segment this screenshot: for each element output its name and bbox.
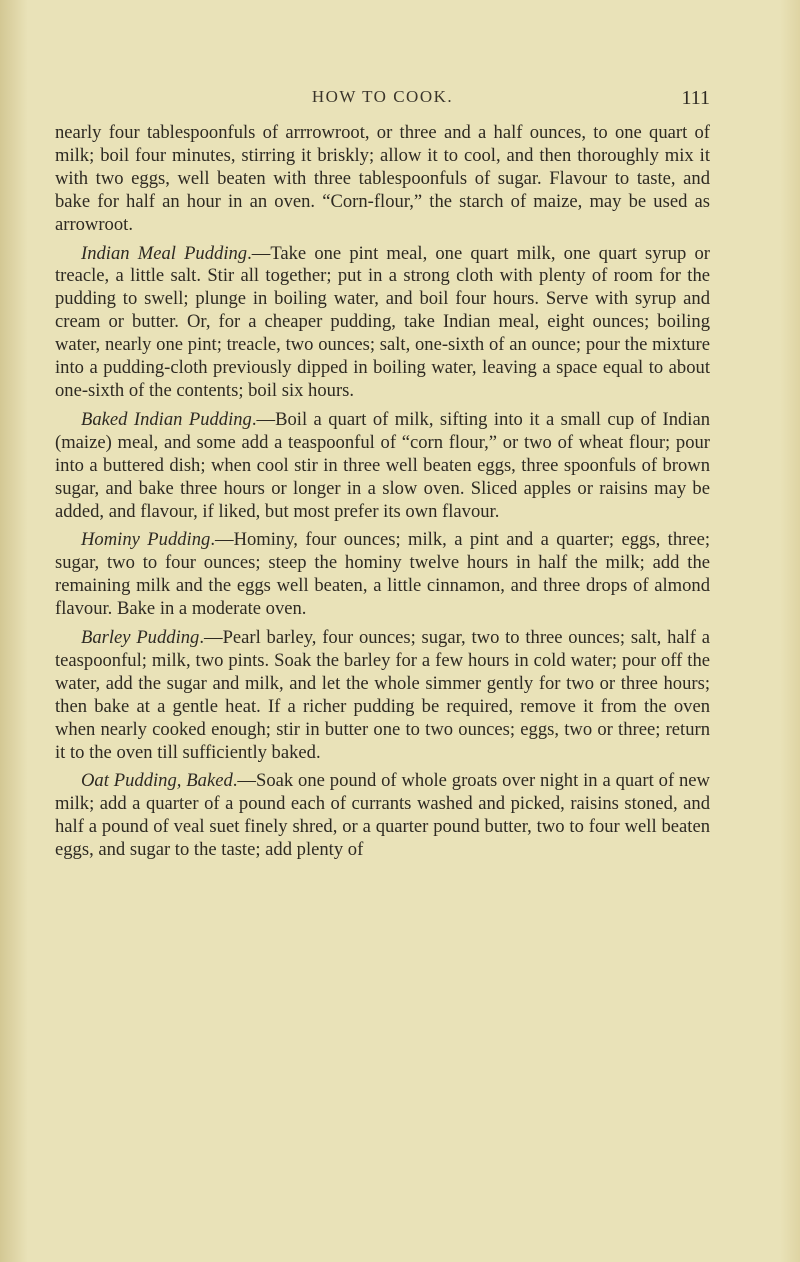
page-number: 111: [681, 87, 710, 109]
paragraph-arrowroot-continued: [55, 122, 710, 237]
running-head: [55, 87, 710, 111]
recipe-title: Indian Meal Pudding: [81, 242, 248, 264]
paragraph-text: nearly four tablespoonfuls of arrrowroot, or three and a half ounces, to one quart of milk; boil four minutes, stirring it briskly; allow it to cool, and then thoroughly mix it with two eggs, well beaten with three tablespoonfuls of sugar. Flavour to taste, and bake for half an hour in an oven. “Corn-flour,” the starch of maize, may be used as arrowroot.: [55, 122, 710, 235]
paragraph-baked-indian-pudding: [55, 409, 710, 524]
paragraph-barley-pudding: [55, 627, 710, 764]
paragraph-oat-pudding-baked: [55, 770, 710, 862]
recipe-title: Barley Pudding: [81, 627, 200, 649]
running-title: HOW TO COOK.: [311, 87, 454, 106]
recipe-title: Oat Pudding, Baked: [81, 770, 233, 792]
paragraph-indian-meal-pudding: [55, 243, 710, 403]
recipe-title: Baked Indian Pudding: [81, 408, 252, 430]
recipe-title: Hominy Pudding: [81, 529, 211, 551]
body-text: [55, 122, 710, 863]
paragraph-text: .—Soak one pound of whole groats over night in a quart of new milk; add a quarter of a pound each of currants washed and picked, raisins stoned, and half a pound of veal suet finely shred, or a quarter pound butter, two to four well beaten eggs, and sugar to the taste; add plenty of: [55, 770, 710, 861]
paragraph-text: .—Boil a quart of milk, sifting into it a small cup of Indian (maize) meal, and some add a teaspoonful of “corn flour,” or two of wheat flour; pour into a buttered dish; when cool stir in three well beaten eggs, three spoonfuls of brown sugar, and bake three hours or longer in a slow oven. Sliced apples or raisins may be added, and flavour, if liked, but most prefer its own flavour.: [55, 408, 711, 522]
paragraph-text: .—Take one pint meal, one quart milk, one quart syrup or treacle, a little salt. Stir all together; put in a strong cloth with plenty of room for the pudding to swell; plunge in boiling water, and boil four hours. Serve with syrup and cream or butter. Or, for a cheaper pudding, take Indian meal, eight ounces; boiling water, nearly one pint; treacle, two ounces; salt, one-sixth of an ounce; pour the mixture into a pudding-cloth previously dipped in boiling water, leaving a space equal to about one-sixth of the contents; boil six hours.: [55, 242, 710, 401]
paragraph-text: .—Pearl barley, four ounces; sugar, two to three ounces; salt, half a teaspoonful; milk, two pints. Soak the barley for a few hours in cold water; pour off the water, add the sugar and milk, and let the whole simmer gently for two or three hours; then bake at a gentle heat. If a richer pudding be required, remove it from the oven when nearly cooked enough; stir in butter one to two ounces; eggs, two or three; return it to the oven till sufficiently baked.: [55, 627, 711, 763]
paragraph-hominy-pudding: [55, 529, 710, 621]
paragraph-text: .—Hominy, four ounces; milk, a pint and a quarter; eggs, three; sugar, two to four ounces; steep the hominy twelve hours in half the milk; add the remaining milk and the eggs well beaten, a little cinnamon, and three drops of almond flavour. Bake in a moderate oven.: [55, 529, 711, 620]
